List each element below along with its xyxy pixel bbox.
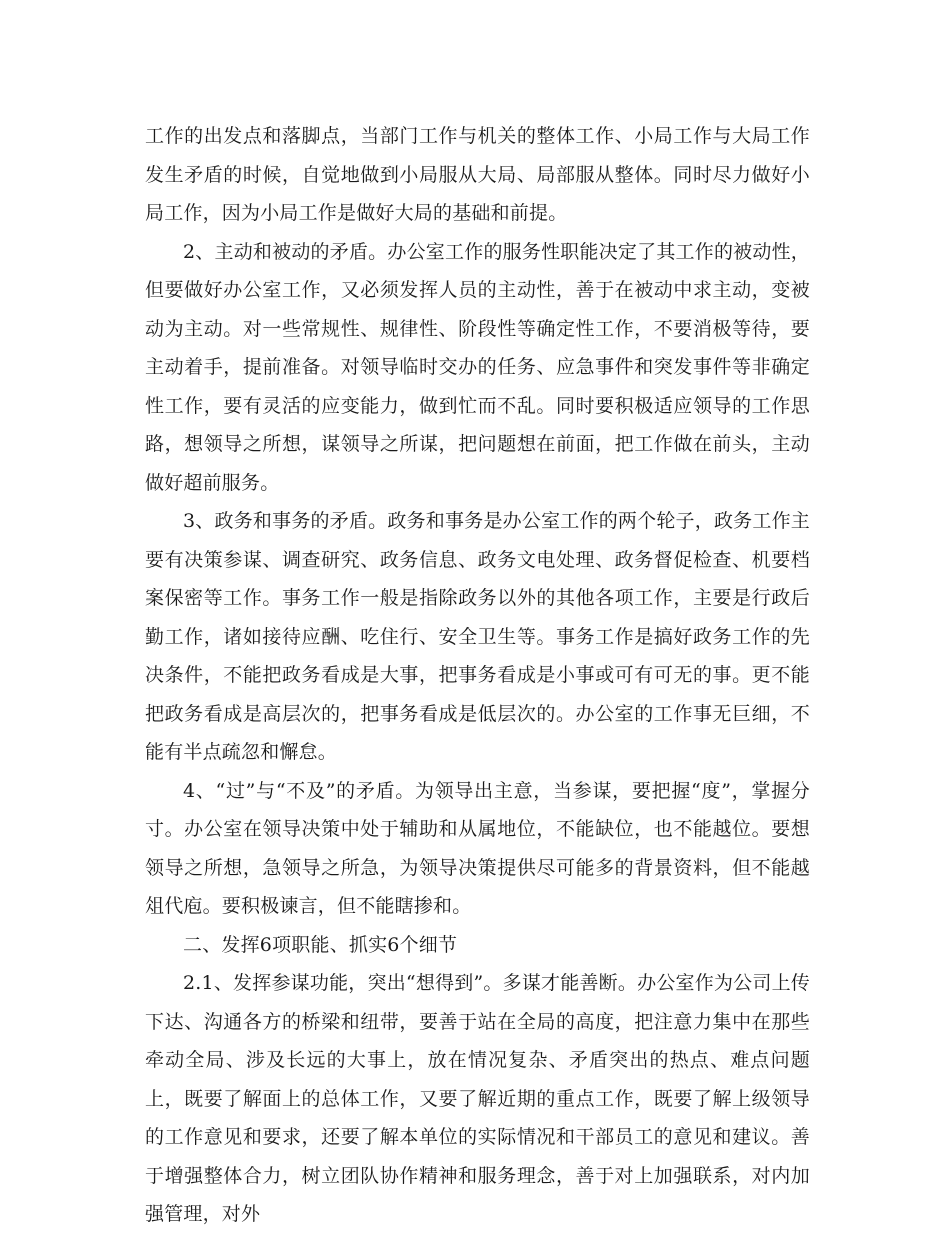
paragraph-overall-situation: 工作的出发点和落脚点，当部门工作与机关的整体工作、小局工作与大局工作发生矛盾的时候，自觉地做到小局服从大局、局部服从整体。同时尽力做好小局工作，因为小局工作是做好大局的基础和前提。 (145, 125, 810, 224)
paragraph-government-affairs: 3、政务和事务的矛盾。政务和事务是办公室工作的两个轮子，政务工作主要有决策参谋、调查研究、政务信息、政务文电处理、政务督促检查、机要档案保密等工作。事务工作一般是指除政务以外的其他各项工作，主要是行政后勤工作，诸如接待应酬、吃住行、安全卫生等。事务工作是搞好政务工作的先决条件，不能把政务看成是大事，把事务看成是小事或可有可无的事。更不能把政务看成是高层次的，把事务看成是低层次的。办公室的工作事无巨细，不能有半点疏忽和懈怠。 (145, 510, 810, 763)
paragraph-advisory-function: 2.1、发挥参谋功能，突出“想得到”。多谋才能善断。办公室作为公司上传下达、沟通各方的桥梁和纽带，要善于站在全局的高度，把注意力集中在那些牵动全局、涉及长远的大事上，放在情况复杂、矛盾突出的热点、难点问题上，既要了解面上的总体工作，又要了解近期的重点工作，既要了解上级领导的工作意见和要求，还要了解本单位的实际情况和干部员工的意见和建议。善于增强整体合力，树立团队协作精神和服务理念，善于对上加强联系，对内加强管理，对外 (145, 972, 810, 1225)
section-heading-six-functions: 二、发挥6项职能、抓实6个细节 (183, 933, 458, 956)
paragraph-active-passive: 2、主动和被动的矛盾。办公室工作的服务性职能决定了其工作的被动性，但要做好办公室工作，又必须发挥人员的主动性，善于在被动中求主动，变被动为主动。对一些常规性、规律性、阶段性等确定性工作，不要消极等待，要主动着手，提前准备。对领导临时交办的任务、应急事件和突发事件等非确定性工作，要有灵活的应变能力，做到忙而不乱。同时要积极适应领导的工作思路，想领导之所想，谋领导之所谋，把问题想在前面，把工作做在前头，主动做好超前服务。 (145, 240, 810, 494)
paragraph-excess-deficiency: 4、“过”与“不及”的矛盾。为领导出主意，当参谋，要把握“度”，掌握分寸。办公室在领导决策中处于辅助和从属地位，不能缺位，也不能越位。要想领导之所想，急领导之所急，为领导决策提供尽可能多的背景资料，但不能越俎代庖。要积极谏言，但不能瞎掺和。 (145, 779, 810, 917)
document-page (145, 117, 810, 1234)
